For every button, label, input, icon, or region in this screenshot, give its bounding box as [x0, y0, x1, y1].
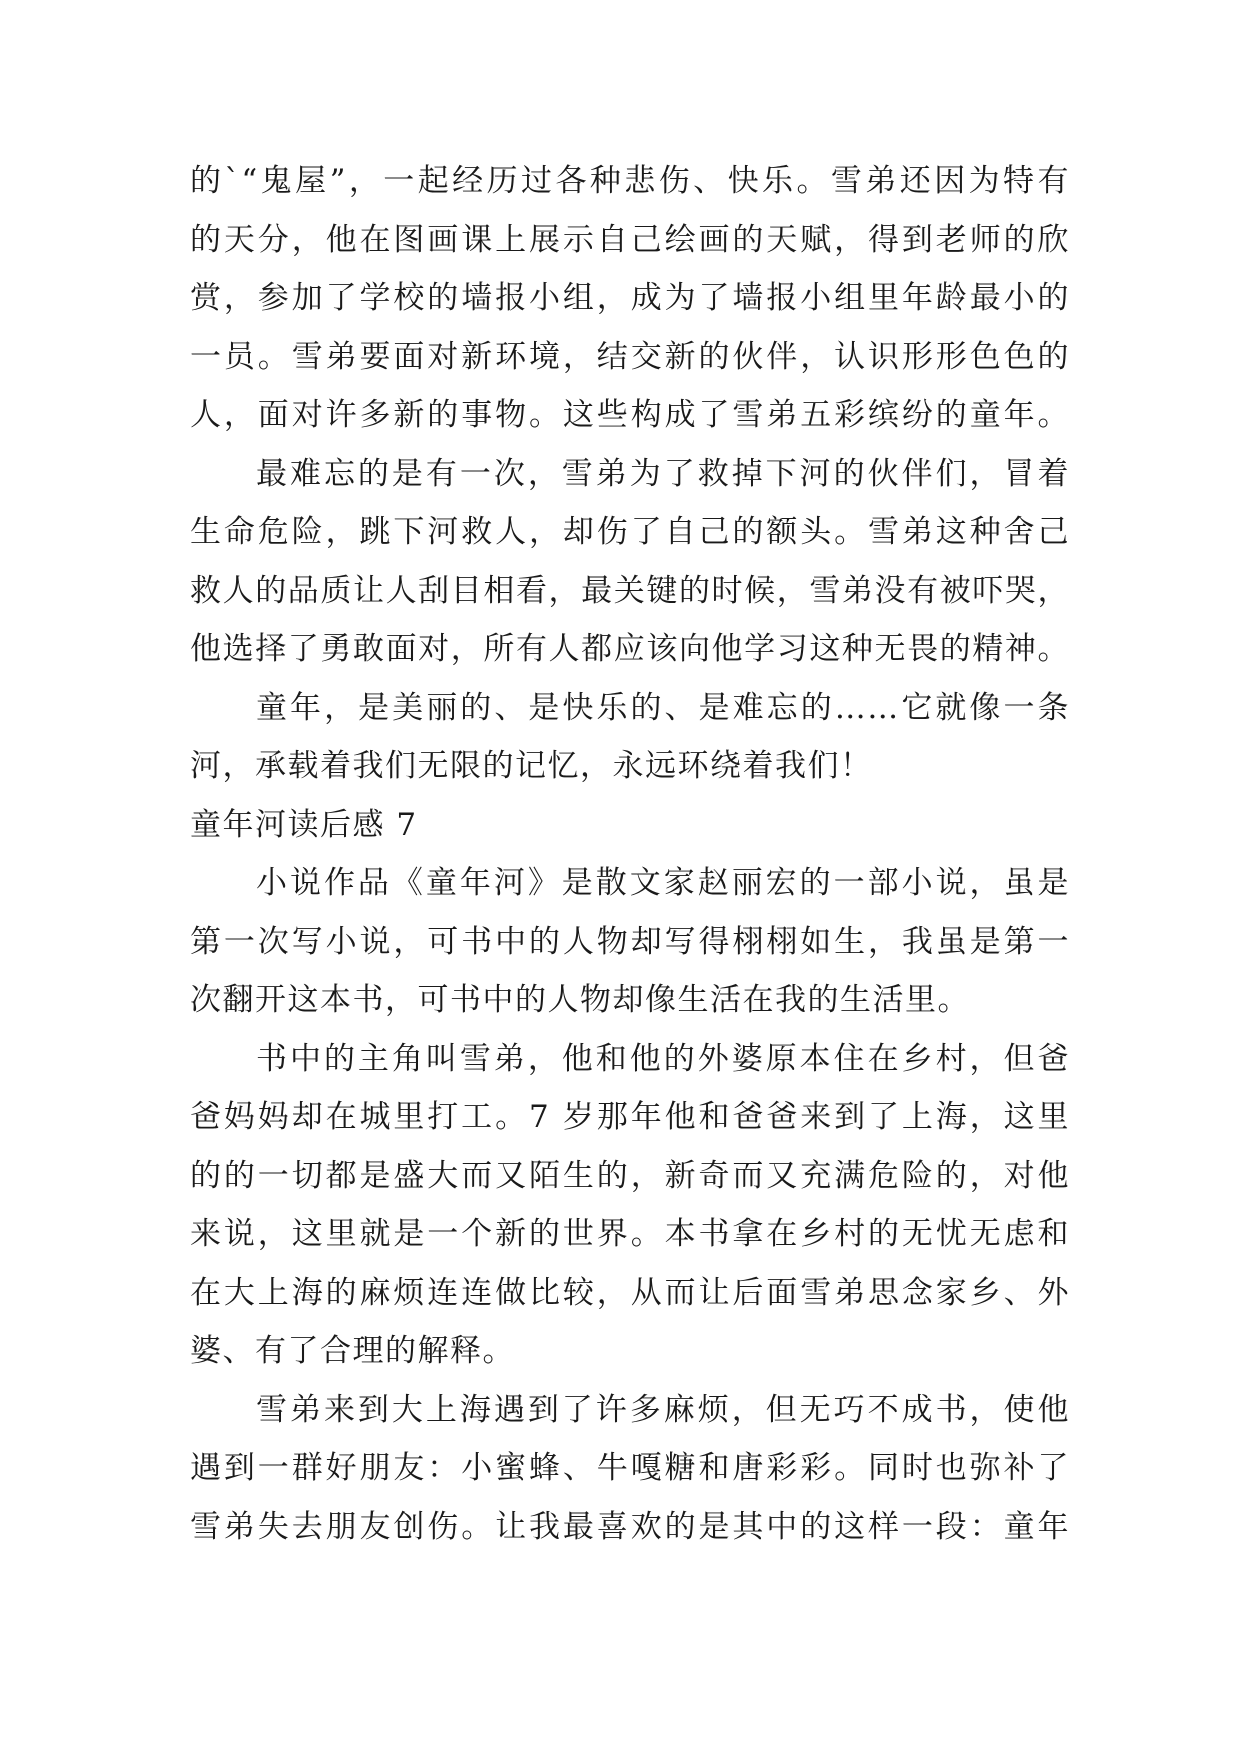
text-line: 生命危险，跳下河救人，却伤了自己的额头。雪弟这种舍己 [190, 514, 1070, 550]
section-heading: 童年河读后感 7 [190, 806, 418, 843]
text-line: 婆、有了合理的解释。 [190, 1333, 515, 1369]
text-line: 雪弟失去朋友创伤。让我最喜欢的是其中的这样一段：童年 [190, 1508, 1070, 1545]
text-line: 的天分，他在图画课上展示自己绘画的天赋，得到老师的欣 [190, 221, 1070, 258]
text-line: 爸妈妈却在城里打工。7 岁那年他和爸爸来到了上海，这里 [190, 1099, 1070, 1135]
text-line: 最难忘的是有一次，雪弟为了救掉下河的伙伴们，冒着 [256, 455, 1070, 492]
text-line: 次翻开这本书，可书中的人物却像生活在我的生活里。 [190, 982, 970, 1018]
text-line: 遇到一群好朋友：小蜜蜂、牛嘎糖和唐彩彩。同时也弥补了 [190, 1450, 1070, 1486]
text-line: 雪弟来到大上海遇到了许多麻烦，但无巧不成书，使他 [256, 1391, 1070, 1428]
text-line: 第一次写小说，可书中的人物却写得栩栩如生，我虽是第一 [190, 923, 1070, 960]
document-body [190, 152, 1070, 1556]
text-line: 来说，这里就是一个新的世界。本书拿在乡村的无忧无虑和 [190, 1216, 1070, 1252]
text-line: 赏，参加了学校的墙报小组，成为了墙报小组里年龄最小的 [190, 280, 1070, 316]
text-line: 救人的品质让人刮目相看，最关键的时候，雪弟没有被吓哭， [190, 572, 1070, 609]
text-line: 人，面对许多新的事物。这些构成了雪弟五彩缤纷的童年。 [190, 397, 1070, 433]
text-line: 在大上海的麻烦连连做比较，从而让后面雪弟思念家乡、外 [190, 1274, 1070, 1311]
text-line: 的`“鬼屋”，一起经历过各种悲伤、快乐。雪弟还因为特有 [190, 163, 1070, 199]
text-line: 书中的主角叫雪弟，他和他的外婆原本住在乡村，但爸 [256, 1040, 1070, 1077]
text-line: 一员。雪弟要面对新环境，结交新的伙伴，认识形形色色的 [190, 338, 1070, 375]
text-line: 童年，是美丽的、是快乐的、是难忘的……它就像一条 [256, 689, 1070, 726]
text-line: 的的一切都是盛大而又陌生的，新奇而又充满危险的，对他 [190, 1157, 1070, 1194]
text-line: 小说作品《童年河》是散文家赵丽宏的一部小说，虽是 [256, 865, 1070, 901]
text-line: 他选择了勇敢面对，所有人都应该向他学习这种无畏的精神。 [190, 631, 1070, 667]
text-line: 河，承载着我们无限的记忆，永远环绕着我们！ [190, 748, 873, 784]
